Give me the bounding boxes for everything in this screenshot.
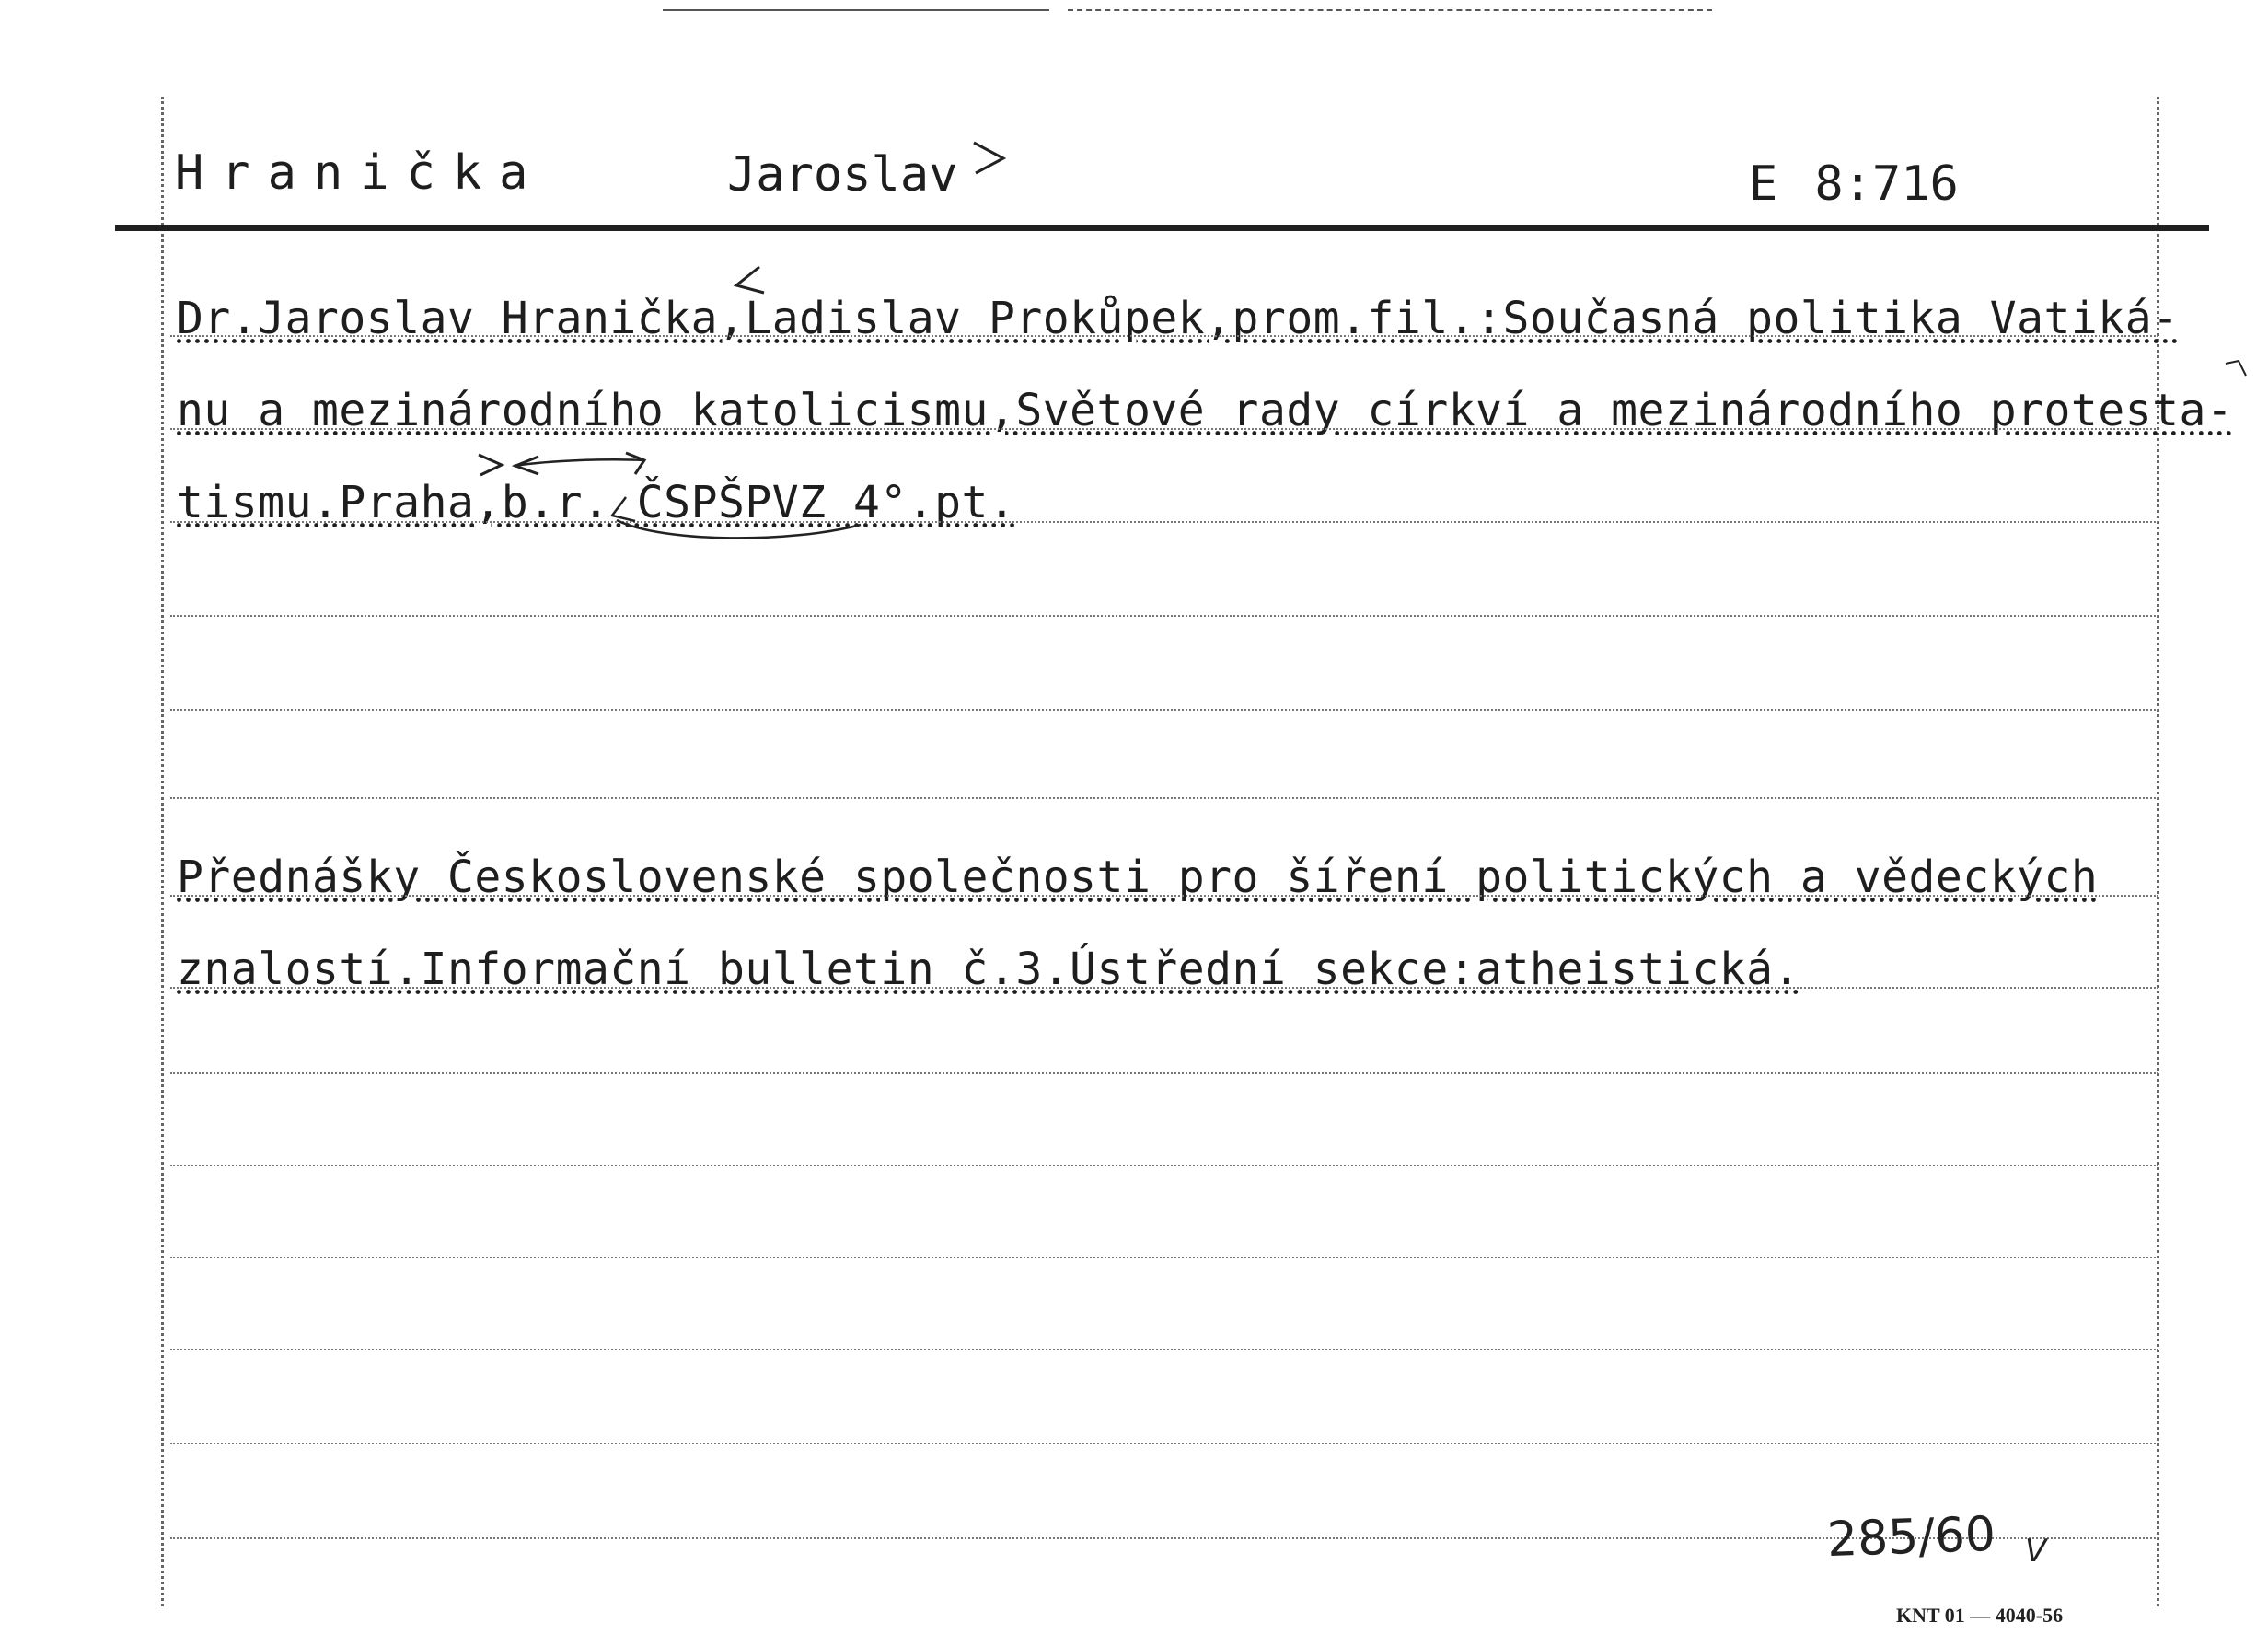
insert-mark [515, 457, 538, 474]
scan-artifact-line [1068, 9, 1712, 11]
ruled-line [170, 1072, 2158, 1074]
series-line-1: Přednášky Československé společnosti pro šíření politických a vědeckých [177, 852, 2099, 903]
ruled-line [170, 987, 2158, 989]
ruled-line [170, 1349, 2158, 1350]
ruled-line [170, 335, 2158, 337]
margin-mark [2226, 361, 2246, 376]
insert-mark [736, 267, 764, 293]
ruled-line [170, 1257, 2158, 1258]
ruled-line [170, 709, 2158, 711]
ruled-line [170, 428, 2158, 430]
entry-line-2: nu a mezinárodního katolicismu,Světové rady církví a mezinárodního protesta- [177, 385, 2234, 436]
scan-artifact-line [663, 9, 1049, 11]
ruled-line [170, 1165, 2158, 1166]
form-code: KNT 01 — 4040-56 [1896, 1604, 2064, 1627]
insert-mark [626, 453, 644, 474]
ruled-line [170, 895, 2158, 897]
insert-mark [974, 143, 1003, 173]
call-number-value: 8:716 [1814, 156, 1959, 212]
accession-number: 285/60 [1826, 1506, 1996, 1569]
call-number-prefix: E [1749, 156, 1778, 212]
insert-mark [479, 455, 502, 475]
series-line-2: znalostí.Informační bulletin č.3.Ústřední sekce:atheistická. [177, 944, 1800, 995]
ruled-line [170, 1443, 2158, 1444]
ruled-line [170, 797, 2158, 799]
left-margin-rule [161, 97, 164, 1606]
ruled-line [170, 521, 2158, 523]
ruled-line [170, 615, 2158, 617]
heading-surname: Hranička [175, 145, 546, 201]
insert-mark [514, 459, 644, 466]
entry-line-3: tismu.Praha,b.r. ČSPŠPVZ 4°.pt. [177, 477, 1016, 528]
accession-mark: V [2025, 1533, 2047, 1570]
heading-first-name: Jaroslav [727, 147, 958, 203]
heading-rule [115, 225, 2209, 231]
call-number [1749, 156, 1959, 212]
entry-line-1: Dr.Jaroslav Hranička,Ladislav Prokůpek,prom.fil.:Současná politika Vatiká- [177, 293, 2180, 344]
